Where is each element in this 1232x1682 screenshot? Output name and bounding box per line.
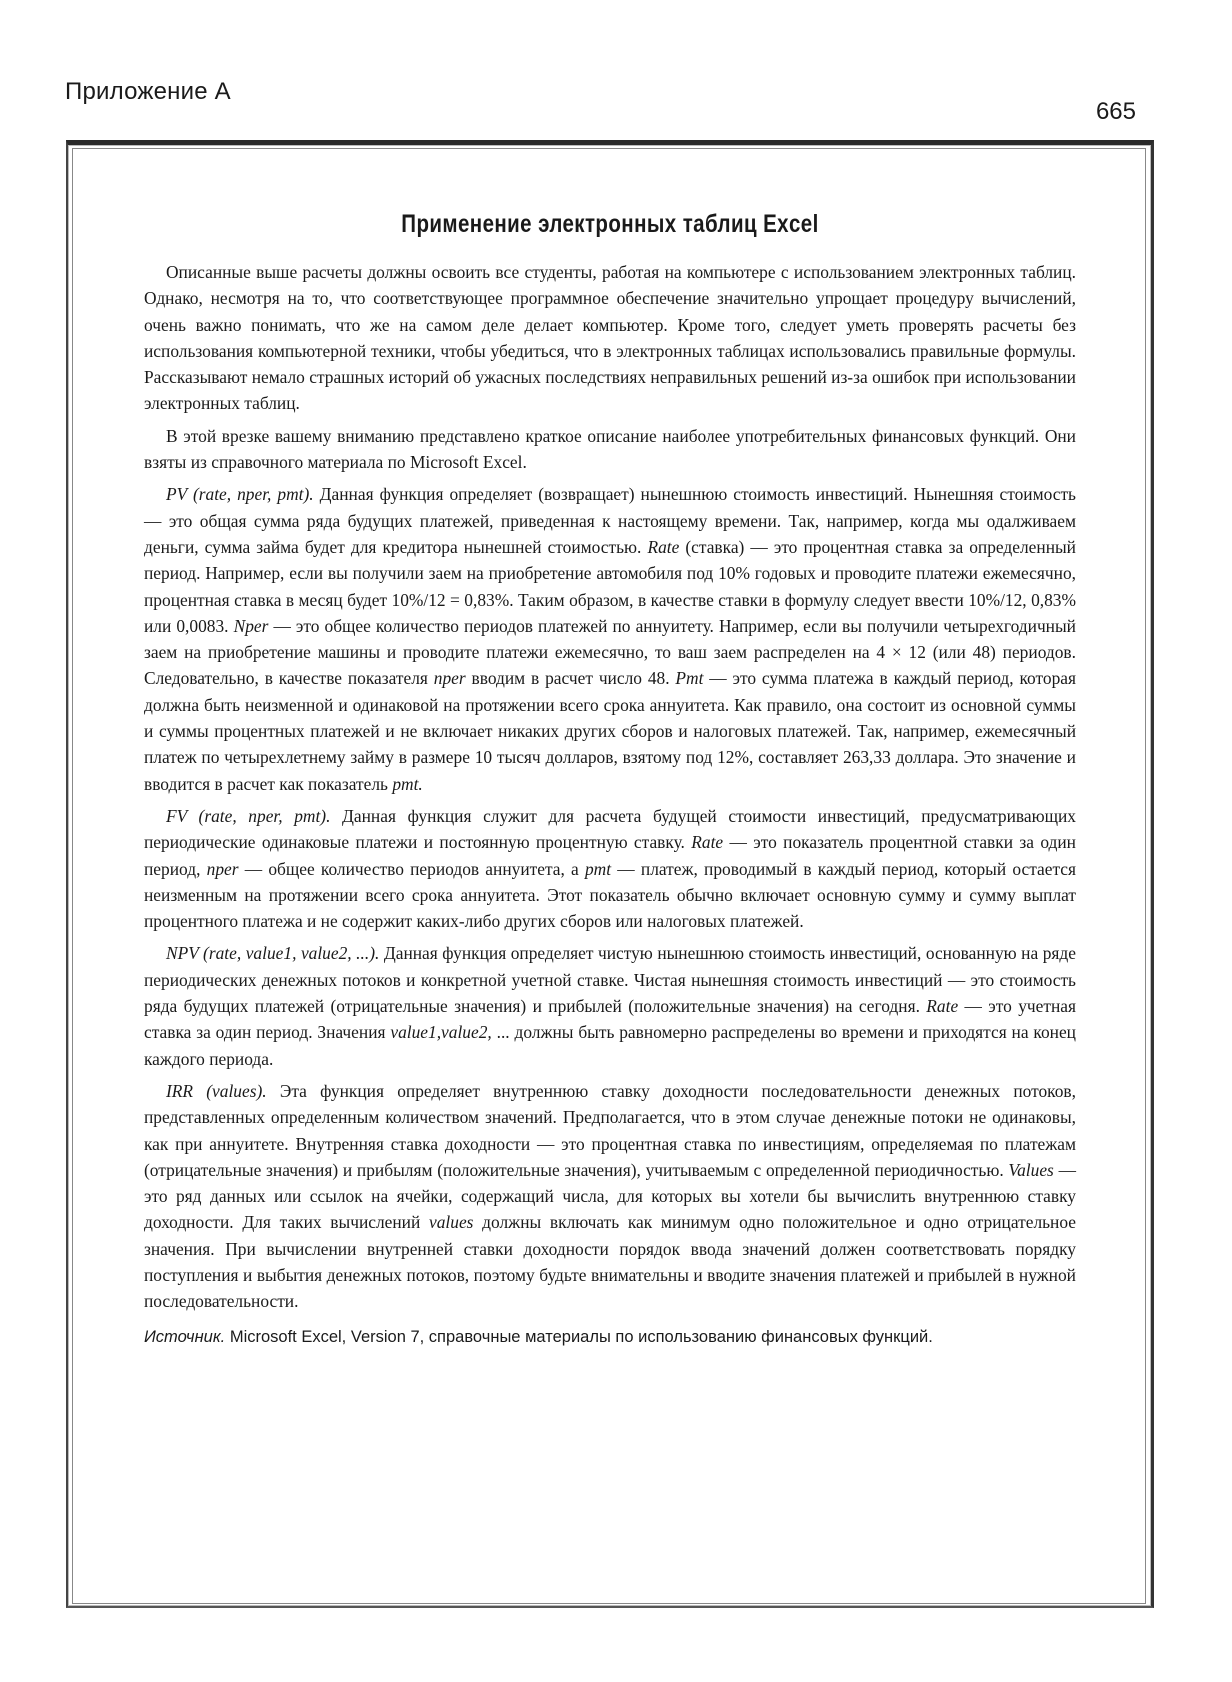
source-note [144, 1325, 1076, 1349]
italic-term: IRR (values). [166, 1080, 267, 1101]
source-text: Microsoft Excel, Version 7, справочные материалы по использованию финансовых функций. [225, 1327, 933, 1346]
paragraph-text: Данная функция служит для расчета будущей стоимости инвестиций, предусматривающих периодические одинаковые платежи и постоянную процентную ставку. [144, 805, 1076, 853]
paragraph-text: — это сумма платежа в каждый период, которая должна быть неизменной и одинаковой на протяжении всего срока аннуитета. Как правило, она состоит из основной суммы и суммы процентных платежей и не включает никаких других сборов и налоговых платежей. Так, например, ежемесячный платеж по четырехлетнему займу в размере 10 тысяч долларов, взятому под 12%, составляет 263,33 доллара. Это значение и вводится в расчет как показатель [144, 668, 1076, 794]
italic-term: value1,value2, [390, 1022, 492, 1043]
paragraph-text: — это показатель процентной ставки за один период, [144, 832, 1076, 879]
body-paragraph [144, 259, 1076, 417]
italic-term: pmt. [392, 773, 423, 794]
body-paragraph [144, 803, 1076, 934]
italic-term: values [429, 1212, 474, 1233]
body-paragraph [144, 1078, 1076, 1315]
italic-term: PV (rate, nper, pmt). [166, 484, 314, 505]
paragraph-text: В этой врезке вашему вниманию представлено краткое описание наиболее употребительных финансовых функций. Они взяты из справочного материала по Microsoft Excel. [144, 425, 1076, 473]
body-paragraph [144, 423, 1076, 476]
italic-term: nper [433, 668, 466, 689]
sidebar-box [144, 210, 1076, 1349]
italic-term: FV (rate, nper, pmt). [166, 805, 331, 826]
italic-term: Rate [647, 536, 680, 557]
source-label: Источник. [144, 1327, 226, 1346]
paragraph-text: — это учетная ставка за один период. Значения [144, 996, 1077, 1043]
italic-term: Values [1008, 1159, 1054, 1180]
paragraph-text: Данная функция определяет чистую нынешнюю стоимость инвестиций, основанную на ряде периодических денежных потоков и конкретной учетной ставке. Чистая нынешняя стоимость инвестиций — это стоимость ряда будущих платежей (отрицательные значения) и прибылей (положительные значения) на сегодня. [144, 943, 1076, 1017]
paragraph-text: Эта функция определяет внутреннюю ставку доходности последовательности денежных потоков, представленных определенным количеством значений. Предполагается, что в этом случае денежные потоки не одинаковы, как при аннуитете. Внутренняя ставка доходности — это процентная ставка по инвестициям, определяемая по платежам (отрицательные значения) и прибылям (положительные значения), учитываемым с определенной периодичностью. [144, 1080, 1076, 1180]
paragraph-text: — это общее количество периодов платежей по аннуитету. Например, если вы получили четырехгодичный заем на приобретение машины и проводите платежи ежемесячно, то ваш заем распределен на 4 × 12 (или 48) периодов. Следовательно, в качестве показателя [144, 615, 1076, 689]
paragraph-text: Данная функция определяет (возвращает) нынешнюю стоимость инвестиций. Нынешняя стоимость — это общая сумма ряда будущих платежей, приведенная к настоящему времени. Так, например, когда мы одалживаем деньги, сумма займа будет для кредитора нынешней стоимостью. [144, 484, 1076, 557]
box-title: Применение электронных таблиц Excel [401, 210, 819, 238]
box-body [144, 259, 1076, 1315]
paragraph-text: должны включать как минимум одно положительное и одно отрицательное значения. При вычислении внутренней ставки доходности порядок ввода значений должен соответствовать порядку поступления и выбытия денежных потоков, поэтому будьте внимательны и вводите значения платежей и прибылей в нужной последовательности. [144, 1212, 1076, 1312]
running-head: Приложение А [65, 78, 231, 105]
paragraph-text: — общее количество периодов аннуитета, а [238, 858, 585, 879]
paragraph-text: (ставка) — это процентная ставка за определенный период. Например, если вы получили заем на приобретение автомобиля под 10% годовых и проводите платежи ежемесячно, процентная ставка в месяц будет 10%/12 = 0,83%. Таким образом, в качестве ставки в формулу следует ввести 10%/12, 0,83% или 0,0083. [144, 536, 1076, 636]
italic-term: NPV (rate, value1, value2, ...). [166, 943, 380, 964]
italic-term: pmt [584, 858, 612, 879]
paragraph-text: Описанные выше расчеты должны освоить все студенты, работая на компьютере с использованием электронных таблиц. Однако, несмотря на то, что соответствующее программное обеспечение значительно упрощает процедуру вычислений, очень важно понимать, что же на самом деле делает компьютер. Кроме того, следует уметь проверять расчеты без использования компьютерной техники, чтобы убедиться, что в электронных таблицах использовались правильные формулы. Рассказывают немало страшных историй об ужасных последствиях неправильных решений из-за ошибок при использовании электронных таблиц. [144, 262, 1076, 414]
body-paragraph [144, 940, 1076, 1071]
italic-term: nper [206, 858, 239, 879]
paragraph-text: вводим в расчет число 48. [465, 668, 676, 689]
page-number: 665 [1095, 98, 1136, 125]
italic-term: Nper [233, 615, 269, 636]
italic-term: Rate [926, 996, 959, 1017]
paragraph-text: — это ряд данных или ссылок на ячейки, содержащий числа, для которых вы хотели бы вычислить внутреннюю ставку доходности. Для таких вычислений [144, 1159, 1076, 1233]
body-paragraph [144, 481, 1076, 797]
paragraph-text: — платеж, проводимый в каждый период, который остается неизменным на протяжении всего срока аннуитета. Этот показатель обычно включает основную сумму и сумму выплат процентного платежа и не содержит каких-либо других сборов или налоговых платежей. [144, 858, 1076, 932]
italic-term: Pmt [675, 668, 704, 689]
paragraph-text: ... должны быть равномерно распределены во времени и приходятся на конец каждого периода. [144, 1022, 1076, 1069]
italic-term: Rate [691, 832, 724, 853]
